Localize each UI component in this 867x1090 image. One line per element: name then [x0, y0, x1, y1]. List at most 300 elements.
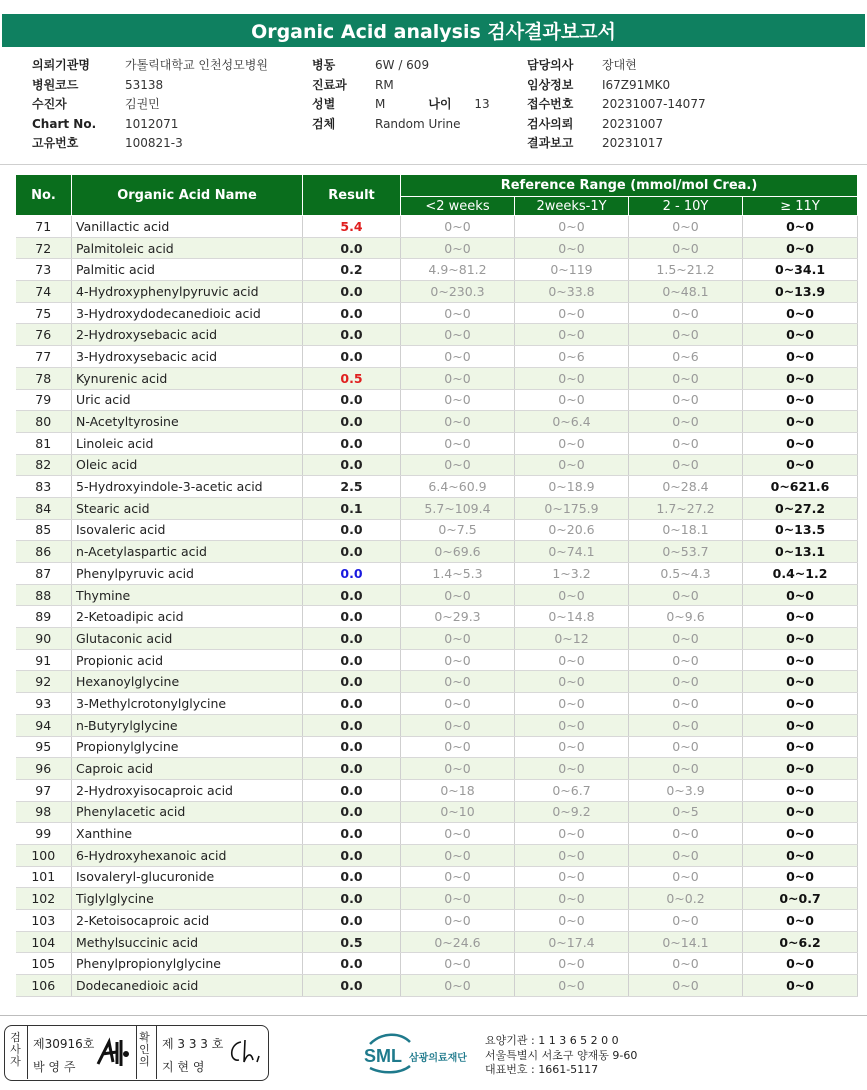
table-row — [16, 649, 858, 671]
result-value: 0.0 — [303, 563, 401, 585]
result-value: 0.0 — [303, 866, 401, 888]
col-header-reference: Reference Range (mmol/mol Crea.) — [401, 175, 858, 197]
patient-info-col2 — [312, 56, 490, 134]
ref-ge11y: 0~13.9 — [743, 281, 858, 303]
info-label: 병원코드 — [32, 77, 79, 92]
examiner-signature-icon — [95, 1036, 131, 1070]
result-value: 0.0 — [303, 844, 401, 866]
org-phone: 대표번호 : 1661-5117 — [485, 1063, 599, 1076]
row-number: 92 — [16, 671, 72, 693]
ref-2w-1y: 0~0 — [515, 324, 629, 346]
table-row — [16, 866, 858, 888]
ref-lt2w: 0~10 — [401, 801, 515, 823]
result-value: 0.0 — [303, 975, 401, 997]
results-table — [15, 174, 858, 997]
acid-name: 2-Hydroxyisocaproic acid — [72, 779, 303, 801]
acid-name: Propionylglycine — [72, 736, 303, 758]
ref-ge11y: 0~0 — [743, 758, 858, 780]
ref-lt2w: 0~0 — [401, 649, 515, 671]
ref-lt2w: 0~0 — [401, 714, 515, 736]
ref-2w-1y: 0~0 — [515, 910, 629, 932]
result-value: 0.0 — [303, 389, 401, 411]
org-name: 삼광의료재단 — [409, 1053, 467, 1064]
result-value: 0.0 — [303, 519, 401, 541]
ref-lt2w: 0~0 — [401, 367, 515, 389]
acid-name: Phenylpropionylglycine — [72, 953, 303, 975]
ref-lt2w: 0~0 — [401, 758, 515, 780]
acid-name: 4-Hydroxyphenylpyruvic acid — [72, 281, 303, 303]
results-body — [16, 216, 858, 997]
info-row-report-date — [527, 134, 706, 154]
ref-2-10y: 0~48.1 — [629, 281, 743, 303]
ref-2-10y: 0~0 — [629, 736, 743, 758]
table-row — [16, 975, 858, 997]
ref-2w-1y: 0~0 — [515, 671, 629, 693]
acid-name: Palmitoleic acid — [72, 237, 303, 259]
row-number: 101 — [16, 866, 72, 888]
ref-lt2w: 0~0 — [401, 866, 515, 888]
ref-ge11y: 0~13.1 — [743, 541, 858, 563]
acid-name: Hexanoylglycine — [72, 671, 303, 693]
ref-lt2w: 0~0 — [401, 411, 515, 433]
ref-2w-1y: 0~0 — [515, 823, 629, 845]
ref-lt2w: 0~0 — [401, 432, 515, 454]
acid-name: 3-Hydroxysebacic acid — [72, 346, 303, 368]
ref-lt2w: 0~18 — [401, 779, 515, 801]
acid-name: Stearic acid — [72, 497, 303, 519]
confirmer-name: 지 현 영 — [162, 1060, 205, 1074]
ref-ge11y: 0~0 — [743, 953, 858, 975]
ref-2w-1y: 1~3.2 — [515, 563, 629, 585]
ref-2w-1y: 0~6.7 — [515, 779, 629, 801]
ref-2w-1y: 0~14.8 — [515, 606, 629, 628]
acid-name: Kynurenic acid — [72, 367, 303, 389]
ref-lt2w: 0~0 — [401, 302, 515, 324]
info-label: 진료과 — [312, 77, 347, 92]
ref-ge11y: 0~0 — [743, 844, 858, 866]
ref-lt2w: 1.4~5.3 — [401, 563, 515, 585]
row-number: 74 — [16, 281, 72, 303]
ref-ge11y: 0~0 — [743, 823, 858, 845]
info-value: 20231007 — [602, 116, 664, 131]
ref-2-10y: 0~0 — [629, 216, 743, 238]
info-label: 접수번호 — [527, 97, 574, 111]
ref-2-10y: 0~0 — [629, 584, 743, 606]
acid-name: Dodecanedioic acid — [72, 975, 303, 997]
ref-2-10y: 0~0 — [629, 975, 743, 997]
acid-name: Linoleic acid — [72, 432, 303, 454]
result-value: 0.0 — [303, 823, 401, 845]
info-value: Random Urine — [375, 116, 461, 131]
ref-2-10y: 0~0 — [629, 910, 743, 932]
info-value: RM — [375, 77, 394, 92]
result-value: 0.0 — [303, 693, 401, 715]
ref-lt2w: 0~0 — [401, 454, 515, 476]
row-number: 87 — [16, 563, 72, 585]
result-value: 0.5 — [303, 931, 401, 953]
ref-2-10y: 0~0 — [629, 367, 743, 389]
acid-name: Vanillactic acid — [72, 216, 303, 238]
ref-2-10y: 0~0 — [629, 324, 743, 346]
info-value-age: 13 — [474, 97, 490, 111]
acid-name: 3-Hydroxydodecanedioic acid — [72, 302, 303, 324]
row-number: 97 — [16, 779, 72, 801]
table-row — [16, 346, 858, 368]
result-value: 0.0 — [303, 714, 401, 736]
acid-name: 2-Hydroxysebacic acid — [72, 324, 303, 346]
examiner-license: 제30916호 — [33, 1037, 95, 1051]
table-row — [16, 628, 858, 650]
ref-2w-1y: 0~0 — [515, 216, 629, 238]
info-label: 검사의뢰 — [527, 116, 574, 131]
table-row — [16, 953, 858, 975]
info-row-institution — [32, 56, 268, 76]
col-header-result: Result — [303, 175, 401, 216]
ref-lt2w: 0~230.3 — [401, 281, 515, 303]
acid-name: Methylsuccinic acid — [72, 931, 303, 953]
acid-name: Tiglylglycine — [72, 888, 303, 910]
ref-2w-1y: 0~74.1 — [515, 541, 629, 563]
acid-name: Xanthine — [72, 823, 303, 845]
row-number: 78 — [16, 367, 72, 389]
ref-2-10y: 0~0 — [629, 411, 743, 433]
row-number: 93 — [16, 693, 72, 715]
ref-lt2w: 0~69.6 — [401, 541, 515, 563]
table-row — [16, 736, 858, 758]
ref-2-10y: 0~14.1 — [629, 931, 743, 953]
row-number: 86 — [16, 541, 72, 563]
ref-ge11y: 0~0 — [743, 801, 858, 823]
ref-ge11y: 0~0 — [743, 866, 858, 888]
ref-ge11y: 0~0 — [743, 693, 858, 715]
ref-2-10y: 0~6 — [629, 346, 743, 368]
ref-2-10y: 0~3.9 — [629, 779, 743, 801]
result-value: 0.0 — [303, 432, 401, 454]
info-value: 1012071 — [125, 116, 179, 131]
table-row — [16, 541, 858, 563]
ref-2w-1y: 0~0 — [515, 714, 629, 736]
row-number: 103 — [16, 910, 72, 932]
acid-name: 5-Hydroxyindole-3-acetic acid — [72, 476, 303, 498]
row-number: 94 — [16, 714, 72, 736]
acid-name: Caproic acid — [72, 758, 303, 780]
confirmer-signature-icon — [227, 1036, 263, 1068]
ref-ge11y: 0~0 — [743, 237, 858, 259]
ref-ge11y: 0~0 — [743, 584, 858, 606]
table-row — [16, 931, 858, 953]
info-row-unique-no — [32, 134, 268, 154]
footer-divider — [0, 1015, 867, 1016]
ref-lt2w: 0~24.6 — [401, 931, 515, 953]
row-number: 99 — [16, 823, 72, 845]
ref-lt2w: 0~0 — [401, 736, 515, 758]
acid-name: 3-Methylcrotonylglycine — [72, 693, 303, 715]
ref-2-10y: 0~0 — [629, 302, 743, 324]
ref-lt2w: 6.4~60.9 — [401, 476, 515, 498]
acid-name: Isovaleric acid — [72, 519, 303, 541]
ref-2-10y: 0~0.2 — [629, 888, 743, 910]
ref-ge11y: 0~34.1 — [743, 259, 858, 281]
ref-lt2w: 0~0 — [401, 237, 515, 259]
ref-2-10y: 0~0 — [629, 714, 743, 736]
table-row — [16, 476, 858, 498]
ref-2-10y: 0~0 — [629, 671, 743, 693]
ref-2w-1y: 0~0 — [515, 866, 629, 888]
ref-ge11y: 0~0 — [743, 454, 858, 476]
ref-2w-1y: 0~0 — [515, 975, 629, 997]
table-row — [16, 432, 858, 454]
ref-2w-1y: 0~12 — [515, 628, 629, 650]
row-number: 84 — [16, 497, 72, 519]
ref-2-10y: 0~28.4 — [629, 476, 743, 498]
info-label: 임상정보 — [527, 77, 574, 92]
ref-2-10y: 1.7~27.2 — [629, 497, 743, 519]
result-value: 0.0 — [303, 671, 401, 693]
info-row-clinical-info — [527, 76, 706, 96]
ref-lt2w: 0~0 — [401, 975, 515, 997]
row-number: 77 — [16, 346, 72, 368]
info-value: 20231017 — [602, 136, 664, 150]
examiner-name: 박 영 주 — [33, 1060, 76, 1074]
row-number: 106 — [16, 975, 72, 997]
info-label: 고유번호 — [32, 136, 79, 150]
row-number: 105 — [16, 953, 72, 975]
row-number: 85 — [16, 519, 72, 541]
ref-ge11y: 0~0 — [743, 432, 858, 454]
table-row — [16, 779, 858, 801]
ref-2-10y: 0~0 — [629, 866, 743, 888]
ref-2-10y: 0~0 — [629, 454, 743, 476]
row-number: 75 — [16, 302, 72, 324]
ref-ge11y: 0~27.2 — [743, 497, 858, 519]
result-value: 0.0 — [303, 584, 401, 606]
table-row — [16, 324, 858, 346]
acid-name: 6-Hydroxyhexanoic acid — [72, 844, 303, 866]
result-value: 0.5 — [303, 367, 401, 389]
ref-2w-1y: 0~0 — [515, 953, 629, 975]
ref-2w-1y: 0~175.9 — [515, 497, 629, 519]
acid-name: Thymine — [72, 584, 303, 606]
ref-2w-1y: 0~119 — [515, 259, 629, 281]
info-label: 검체 — [312, 116, 336, 131]
result-value: 0.0 — [303, 801, 401, 823]
table-row — [16, 714, 858, 736]
confirmer-label: 확인의 — [139, 1031, 150, 1068]
result-value: 0.0 — [303, 779, 401, 801]
ref-2-10y: 0~18.1 — [629, 519, 743, 541]
info-value: 20231007-14077 — [602, 97, 706, 111]
ref-lt2w: 0~0 — [401, 823, 515, 845]
result-value: 0.0 — [303, 888, 401, 910]
ref-2w-1y: 0~6.4 — [515, 411, 629, 433]
table-row — [16, 411, 858, 433]
signature-box — [4, 1025, 269, 1081]
acid-name: Phenylacetic acid — [72, 801, 303, 823]
ref-2-10y: 1.5~21.2 — [629, 259, 743, 281]
result-value: 0.0 — [303, 649, 401, 671]
ref-2w-1y: 0~0 — [515, 389, 629, 411]
ref-2-10y: 0~0 — [629, 693, 743, 715]
info-label: 결과보고 — [527, 136, 574, 150]
ref-2-10y: 0~5 — [629, 801, 743, 823]
table-row — [16, 823, 858, 845]
ref-ge11y: 0~0 — [743, 367, 858, 389]
ref-2-10y: 0~0 — [629, 389, 743, 411]
table-row — [16, 237, 858, 259]
result-value: 0.0 — [303, 237, 401, 259]
ref-lt2w: 0~0 — [401, 953, 515, 975]
ref-2-10y: 0~0 — [629, 649, 743, 671]
ref-2w-1y: 0~0 — [515, 649, 629, 671]
examiner-label: 검사자 — [10, 1031, 21, 1068]
result-value: 0.0 — [303, 411, 401, 433]
table-row — [16, 302, 858, 324]
ref-ge11y: 0.4~1.2 — [743, 563, 858, 585]
table-row — [16, 259, 858, 281]
ref-ge11y: 0~13.5 — [743, 519, 858, 541]
col-header-no: No. — [16, 175, 72, 216]
acid-name: Uric acid — [72, 389, 303, 411]
ref-2-10y: 0~0 — [629, 953, 743, 975]
ref-lt2w: 0~7.5 — [401, 519, 515, 541]
ref-2w-1y: 0~9.2 — [515, 801, 629, 823]
logo-text: SML — [364, 1046, 402, 1066]
ref-ge11y: 0~0 — [743, 910, 858, 932]
result-value: 0.0 — [303, 736, 401, 758]
info-value: 장대현 — [602, 58, 637, 72]
table-row — [16, 367, 858, 389]
ref-ge11y: 0~0 — [743, 411, 858, 433]
table-row — [16, 584, 858, 606]
row-number: 91 — [16, 649, 72, 671]
row-number: 73 — [16, 259, 72, 281]
table-row — [16, 216, 858, 238]
table-row — [16, 671, 858, 693]
info-value: 53138 — [125, 77, 164, 92]
table-row — [16, 910, 858, 932]
ref-ge11y: 0~0 — [743, 649, 858, 671]
result-value: 2.5 — [303, 476, 401, 498]
ref-2-10y: 0~0 — [629, 823, 743, 845]
ref-2w-1y: 0~0 — [515, 302, 629, 324]
ref-2w-1y: 0~0 — [515, 888, 629, 910]
ref-2w-1y: 0~0 — [515, 584, 629, 606]
result-value: 0.0 — [303, 758, 401, 780]
ref-2w-1y: 0~0 — [515, 693, 629, 715]
result-value: 0.0 — [303, 606, 401, 628]
row-number: 90 — [16, 628, 72, 650]
info-label-age: 나이 — [428, 97, 452, 111]
info-label: Chart No. — [32, 116, 97, 131]
row-number: 89 — [16, 606, 72, 628]
ref-ge11y: 0~0 — [743, 736, 858, 758]
sign-divider — [136, 1026, 137, 1079]
result-value: 0.0 — [303, 953, 401, 975]
table-row — [16, 519, 858, 541]
ref-ge11y: 0~0 — [743, 346, 858, 368]
ref-lt2w: 0~0 — [401, 324, 515, 346]
ref-lt2w: 5.7~109.4 — [401, 497, 515, 519]
table-row — [16, 888, 858, 910]
ref-lt2w: 0~0 — [401, 389, 515, 411]
ref-2-10y: 0~0 — [629, 432, 743, 454]
row-number: 71 — [16, 216, 72, 238]
ref-ge11y: 0~0 — [743, 628, 858, 650]
row-number: 80 — [16, 411, 72, 433]
col-header-name: Organic Acid Name — [72, 175, 303, 216]
info-value: 김권민 — [125, 97, 160, 111]
ref-2-10y: 0.5~4.3 — [629, 563, 743, 585]
ref-lt2w: 0~29.3 — [401, 606, 515, 628]
acid-name: 2-Ketoadipic acid — [72, 606, 303, 628]
sign-divider — [27, 1026, 28, 1079]
table-row — [16, 281, 858, 303]
row-number: 72 — [16, 237, 72, 259]
col-header-2w-1y: 2weeks-1Y — [515, 197, 629, 216]
table-row — [16, 606, 858, 628]
acid-name: Phenylpyruvic acid — [72, 563, 303, 585]
ref-2-10y: 0~9.6 — [629, 606, 743, 628]
result-value: 0.0 — [303, 628, 401, 650]
ref-lt2w: 0~0 — [401, 910, 515, 932]
result-value: 0.0 — [303, 910, 401, 932]
info-value: I67Z91MK0 — [602, 77, 671, 92]
row-number: 95 — [16, 736, 72, 758]
ref-ge11y: 0~0 — [743, 671, 858, 693]
row-number: 76 — [16, 324, 72, 346]
ref-lt2w: 4.9~81.2 — [401, 259, 515, 281]
result-value: 0.0 — [303, 541, 401, 563]
ref-2w-1y: 0~0 — [515, 758, 629, 780]
ref-2w-1y: 0~6 — [515, 346, 629, 368]
result-value: 0.0 — [303, 324, 401, 346]
row-number: 82 — [16, 454, 72, 476]
table-row — [16, 563, 858, 585]
ref-ge11y: 0~0 — [743, 779, 858, 801]
row-number: 88 — [16, 584, 72, 606]
row-number: 79 — [16, 389, 72, 411]
row-number: 104 — [16, 931, 72, 953]
acid-name: Glutaconic acid — [72, 628, 303, 650]
info-row-hospital-code — [32, 76, 268, 96]
ref-ge11y: 0~0.7 — [743, 888, 858, 910]
ref-2w-1y: 0~17.4 — [515, 931, 629, 953]
ref-ge11y: 0~0 — [743, 389, 858, 411]
info-row-receipt-no — [527, 95, 706, 115]
result-value: 0.2 — [303, 259, 401, 281]
info-label: 수진자 — [32, 97, 67, 111]
table-row — [16, 497, 858, 519]
info-value: M — [375, 97, 386, 111]
ref-ge11y: 0~0 — [743, 302, 858, 324]
ref-2-10y: 0~53.7 — [629, 541, 743, 563]
ref-ge11y: 0~0 — [743, 324, 858, 346]
report-title: Organic Acid analysis 검사결과보고서 — [2, 14, 865, 47]
ref-ge11y: 0~0 — [743, 714, 858, 736]
col-header-2-10y: 2 - 10Y — [629, 197, 743, 216]
acid-name: Isovaleryl-glucuronide — [72, 866, 303, 888]
acid-name: n-Butyrylglycine — [72, 714, 303, 736]
info-row-specimen — [312, 115, 490, 135]
ref-2-10y: 0~0 — [629, 628, 743, 650]
row-number: 83 — [16, 476, 72, 498]
table-row — [16, 844, 858, 866]
org-code: 요양기관 : 1 1 3 6 5 2 0 0 — [485, 1034, 619, 1047]
patient-info-col1 — [32, 56, 268, 154]
ref-2-10y: 0~0 — [629, 758, 743, 780]
ref-lt2w: 0~0 — [401, 844, 515, 866]
ref-ge11y: 0~0 — [743, 606, 858, 628]
